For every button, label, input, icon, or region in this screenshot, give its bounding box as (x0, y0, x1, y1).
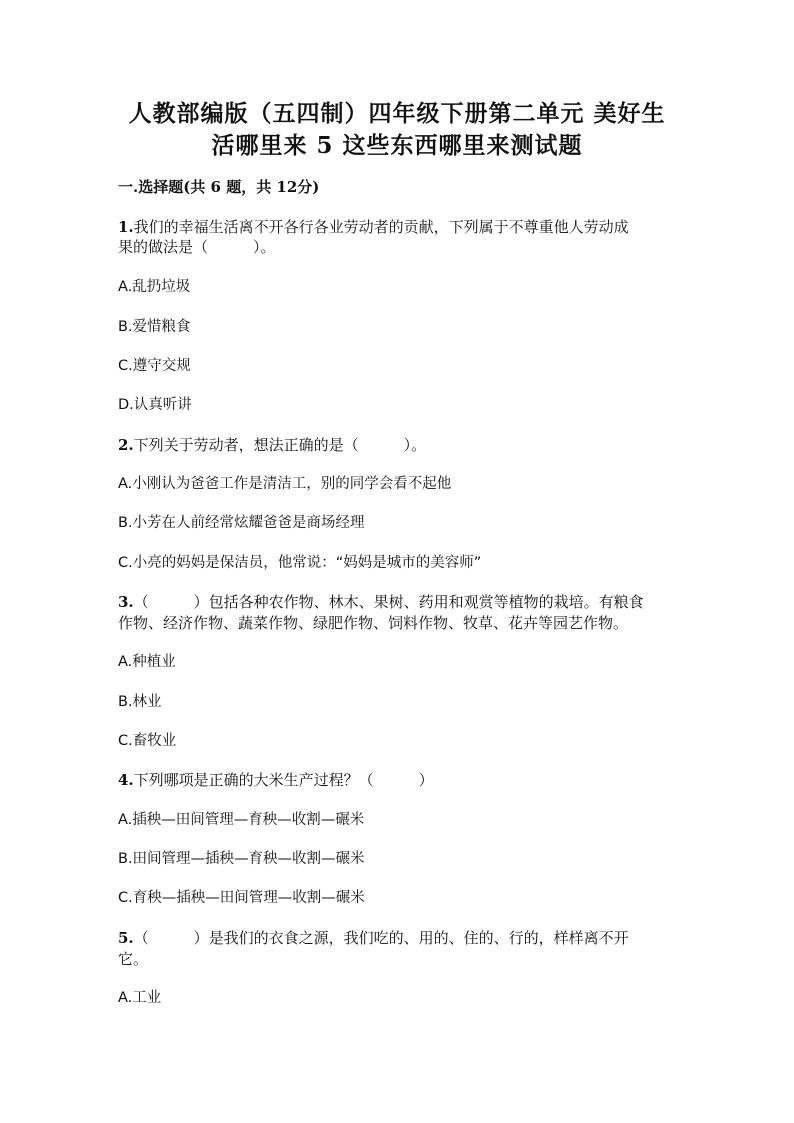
section-heading: 一.选择题(共 6 题，共 12分) (118, 178, 320, 196)
question-2-option-a: A.小刚认为爸爸工作是清洁工，别的同学会看不起他 (118, 476, 452, 492)
question-2-option-c: C.小亮的妈妈是保洁员，他常说：“妈妈是城市的美容师” (118, 555, 482, 571)
question-1-number: 1. (118, 218, 134, 236)
question-5-stem-line-2: 它。 (118, 950, 149, 968)
question-4-option-a: A.插秧—田间管理—育秧—收割—碾米 (118, 812, 365, 828)
question-1-option-c: C.遵守交规 (118, 358, 191, 374)
question-4-option-b: B.田间管理—插秧—育秧—收割—碾米 (118, 851, 365, 867)
question-5-number: 5. (118, 929, 134, 947)
question-1-option-d: D.认真听讲 (118, 397, 192, 413)
question-3-option-b: B.林业 (118, 694, 162, 710)
question-2-option-b: B.小芳在人前经常炫耀爸爸是商场经理 (118, 515, 365, 531)
question-4-option-c: C.育秧—插秧—田间管理—收割—碾米 (118, 890, 365, 906)
question-4-stem-text-1: 下列哪项是正确的大米生产过程？（ ） (133, 771, 434, 789)
question-3-number: 3. (118, 593, 134, 611)
question-5-stem-text-1: （ ）是我们的衣食之源，我们吃的、用的、住的、行的，样样离不开 (133, 929, 629, 947)
question-1-stem-line-2: 果的做法是（ ）。 (118, 238, 276, 256)
question-3-option-c: C.畜牧业 (118, 733, 177, 749)
question-4-number: 4. (118, 771, 134, 789)
question-3-stem-line-1 (118, 591, 644, 613)
question-1-option-b: B.爱惜粮食 (118, 319, 191, 335)
question-5-stem-line-1 (118, 927, 629, 949)
question-3-stem-line-2: 作物、经济作物、蔬菜作物、绿肥作物、饲料作物、牧草、花卉等园艺作物。 (118, 614, 629, 632)
question-2-number: 2. (118, 436, 134, 454)
question-1-stem-line-1 (118, 216, 629, 238)
question-4-stem-line-1 (118, 769, 434, 791)
document-title-line-2: 活哪里来 5 这些东西哪里来测试题 (211, 132, 583, 159)
question-2-stem-text-1: 下列关于劳动者，想法正确的是（ ）。 (133, 436, 427, 454)
question-1-stem-text-1: 我们的幸福生活离不开各行各业劳动者的贡献，下列属于不尊重他人劳动成 (133, 218, 629, 236)
question-3-stem-text-1: （ ）包括各种农作物、林木、果树、药用和观赏等植物的栽培。有粮食 (133, 593, 644, 611)
question-1-option-a: A.乱扔垃圾 (118, 279, 191, 295)
question-2-stem-line-1 (118, 434, 426, 456)
question-3-option-a: A.种植业 (118, 654, 176, 670)
document-title-line-1: 人教部编版（五四制）四年级下册第二单元 美好生 (128, 100, 666, 127)
question-5-option-a: A.工业 (118, 990, 162, 1006)
